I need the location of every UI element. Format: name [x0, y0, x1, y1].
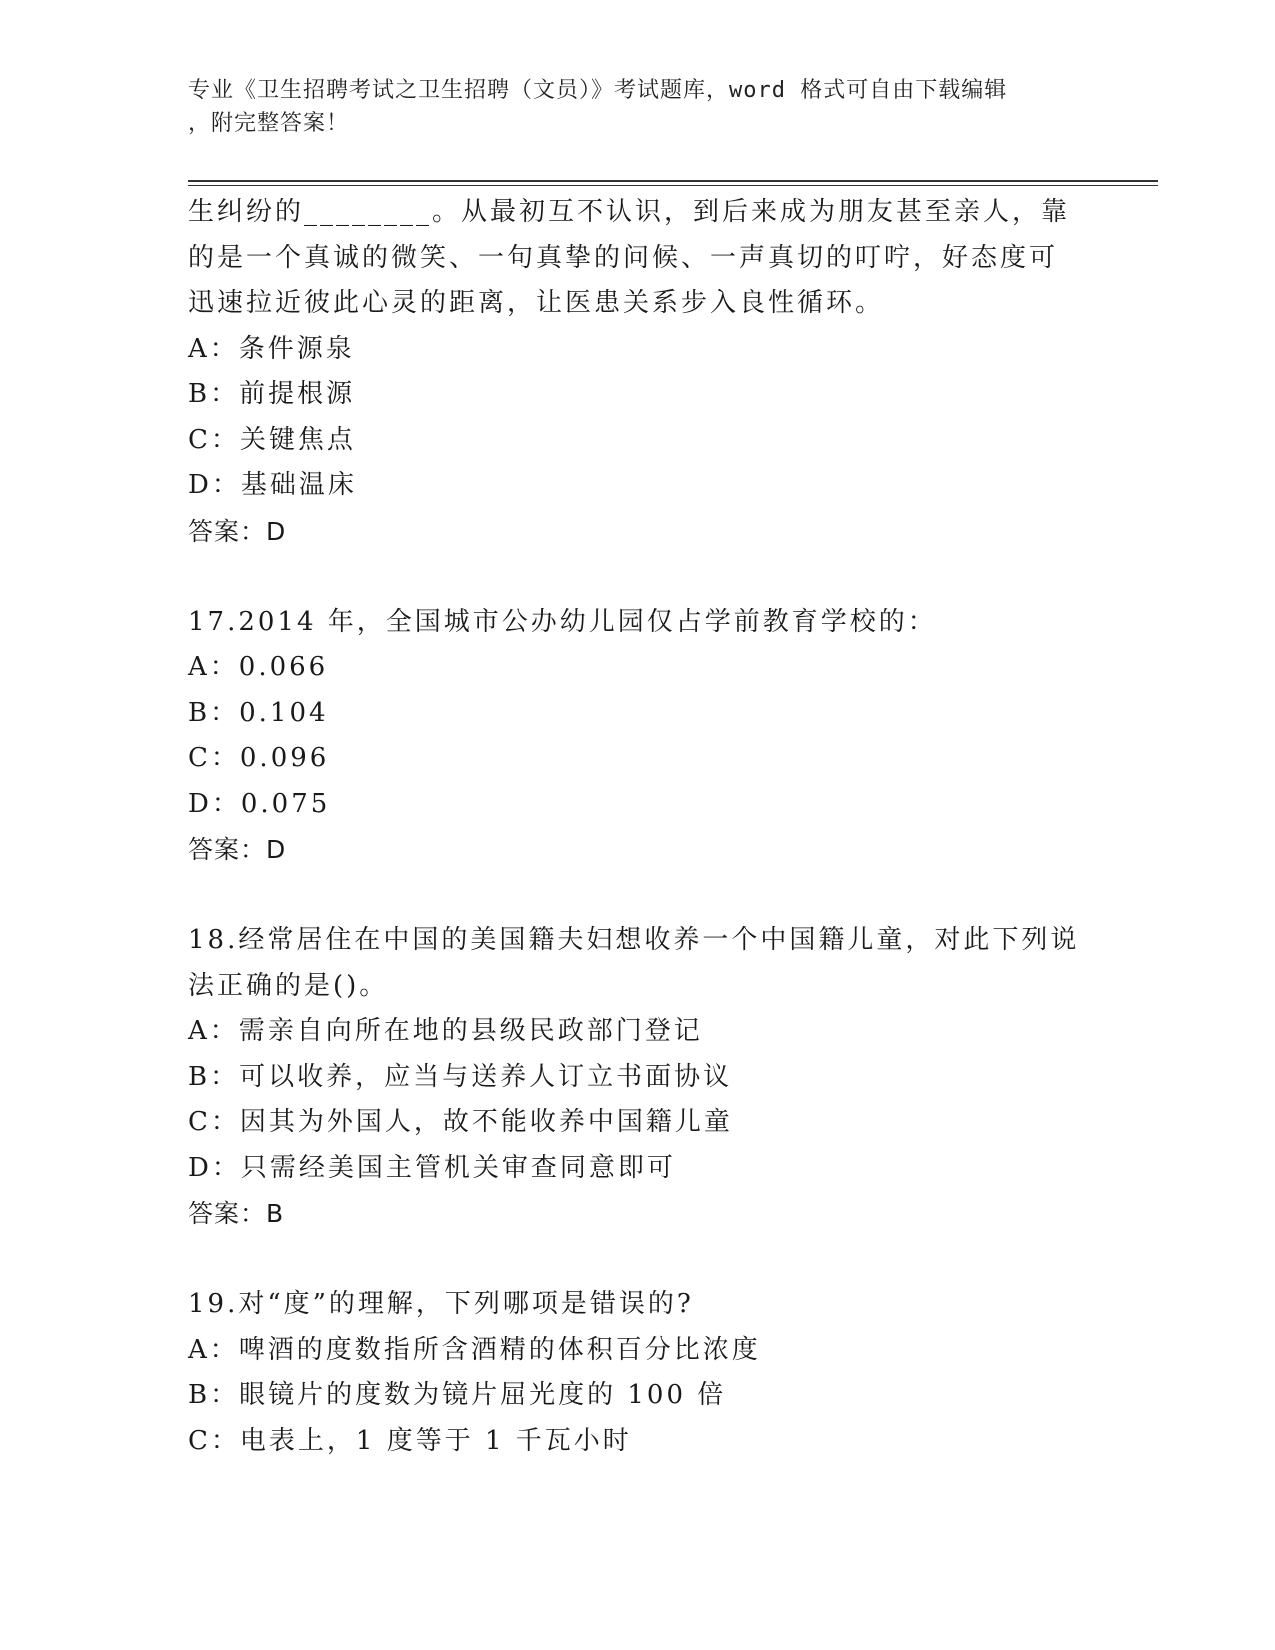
option-d: D：基础温床 [188, 470, 357, 500]
option-d: D：只需经美国主管机关审查同意即可 [188, 1152, 676, 1183]
question-stem-line: 生纠纷的________。从最初互不认识，到后来成为朋友甚至亲人，靠 [188, 197, 1071, 227]
question-spacer [188, 1237, 1088, 1283]
option-b: B：0.104 [188, 697, 329, 728]
question-stem-line: 迅速拉近彼此心灵的距离，让医患关系步入良性循环。 [188, 288, 885, 318]
header-rule-thick [188, 180, 1158, 182]
answer: 答案：D [188, 835, 287, 864]
question-stem-line: 法正确的是()。 [188, 970, 389, 1001]
option-c: C：因其为外国人，故不能收养中国籍儿童 [188, 1107, 733, 1137]
option-b: B：可以收养，应当与送养人订立书面协议 [188, 1061, 733, 1092]
question-16 [188, 190, 1088, 554]
option-c: C：0.096 [188, 743, 330, 773]
header-line-2: ，附完整答案！ [188, 111, 350, 136]
question-stem-line: 18.经常居住在中国的美国籍夫妇想收养一个中国籍儿童，对此下列说 [188, 925, 1080, 955]
option-b: B：前提根源 [188, 379, 356, 409]
question-stem-line: 19.对“度”的理解，下列哪项是错误的? [188, 1289, 694, 1319]
answer: 答案：D [188, 516, 287, 546]
question-17 [188, 600, 1088, 873]
question-stem-line: 17.2014 年，全国城市公办幼儿园仅占学前教育学校的： [188, 606, 937, 637]
option-a: A：需亲自向所在地的县级民政部门登记 [188, 1016, 703, 1046]
option-a: A：条件源泉 [188, 333, 355, 364]
document-header [188, 74, 1068, 140]
question-list [188, 190, 1088, 1464]
option-b: B：眼镜片的度数为镜片屈光度的 100 倍 [188, 1380, 727, 1410]
header-line-1: 专业《卫生招聘考试之卫生招聘（文员）》考试题库，word 格式可自由下载编辑 [188, 78, 1008, 103]
question-stem-line: 的是一个真诚的微笑、一句真挚的问候、一声真切的叮咛，好态度可 [188, 242, 1059, 273]
question-19 [188, 1282, 1088, 1464]
header-rule-thin [188, 185, 1158, 186]
option-d: D：0.075 [188, 788, 331, 819]
question-spacer [188, 873, 1088, 919]
option-a: A：啤酒的度数指所含酒精的体积百分比浓度 [188, 1334, 761, 1365]
option-c: C：关键焦点 [188, 424, 356, 455]
option-a: A：0.066 [188, 652, 329, 682]
option-c: C：电表上，1 度等于 1 千瓦小时 [188, 1425, 632, 1456]
question-spacer [188, 554, 1088, 600]
answer: 答案：B [188, 1199, 285, 1228]
question-18 [188, 918, 1088, 1237]
